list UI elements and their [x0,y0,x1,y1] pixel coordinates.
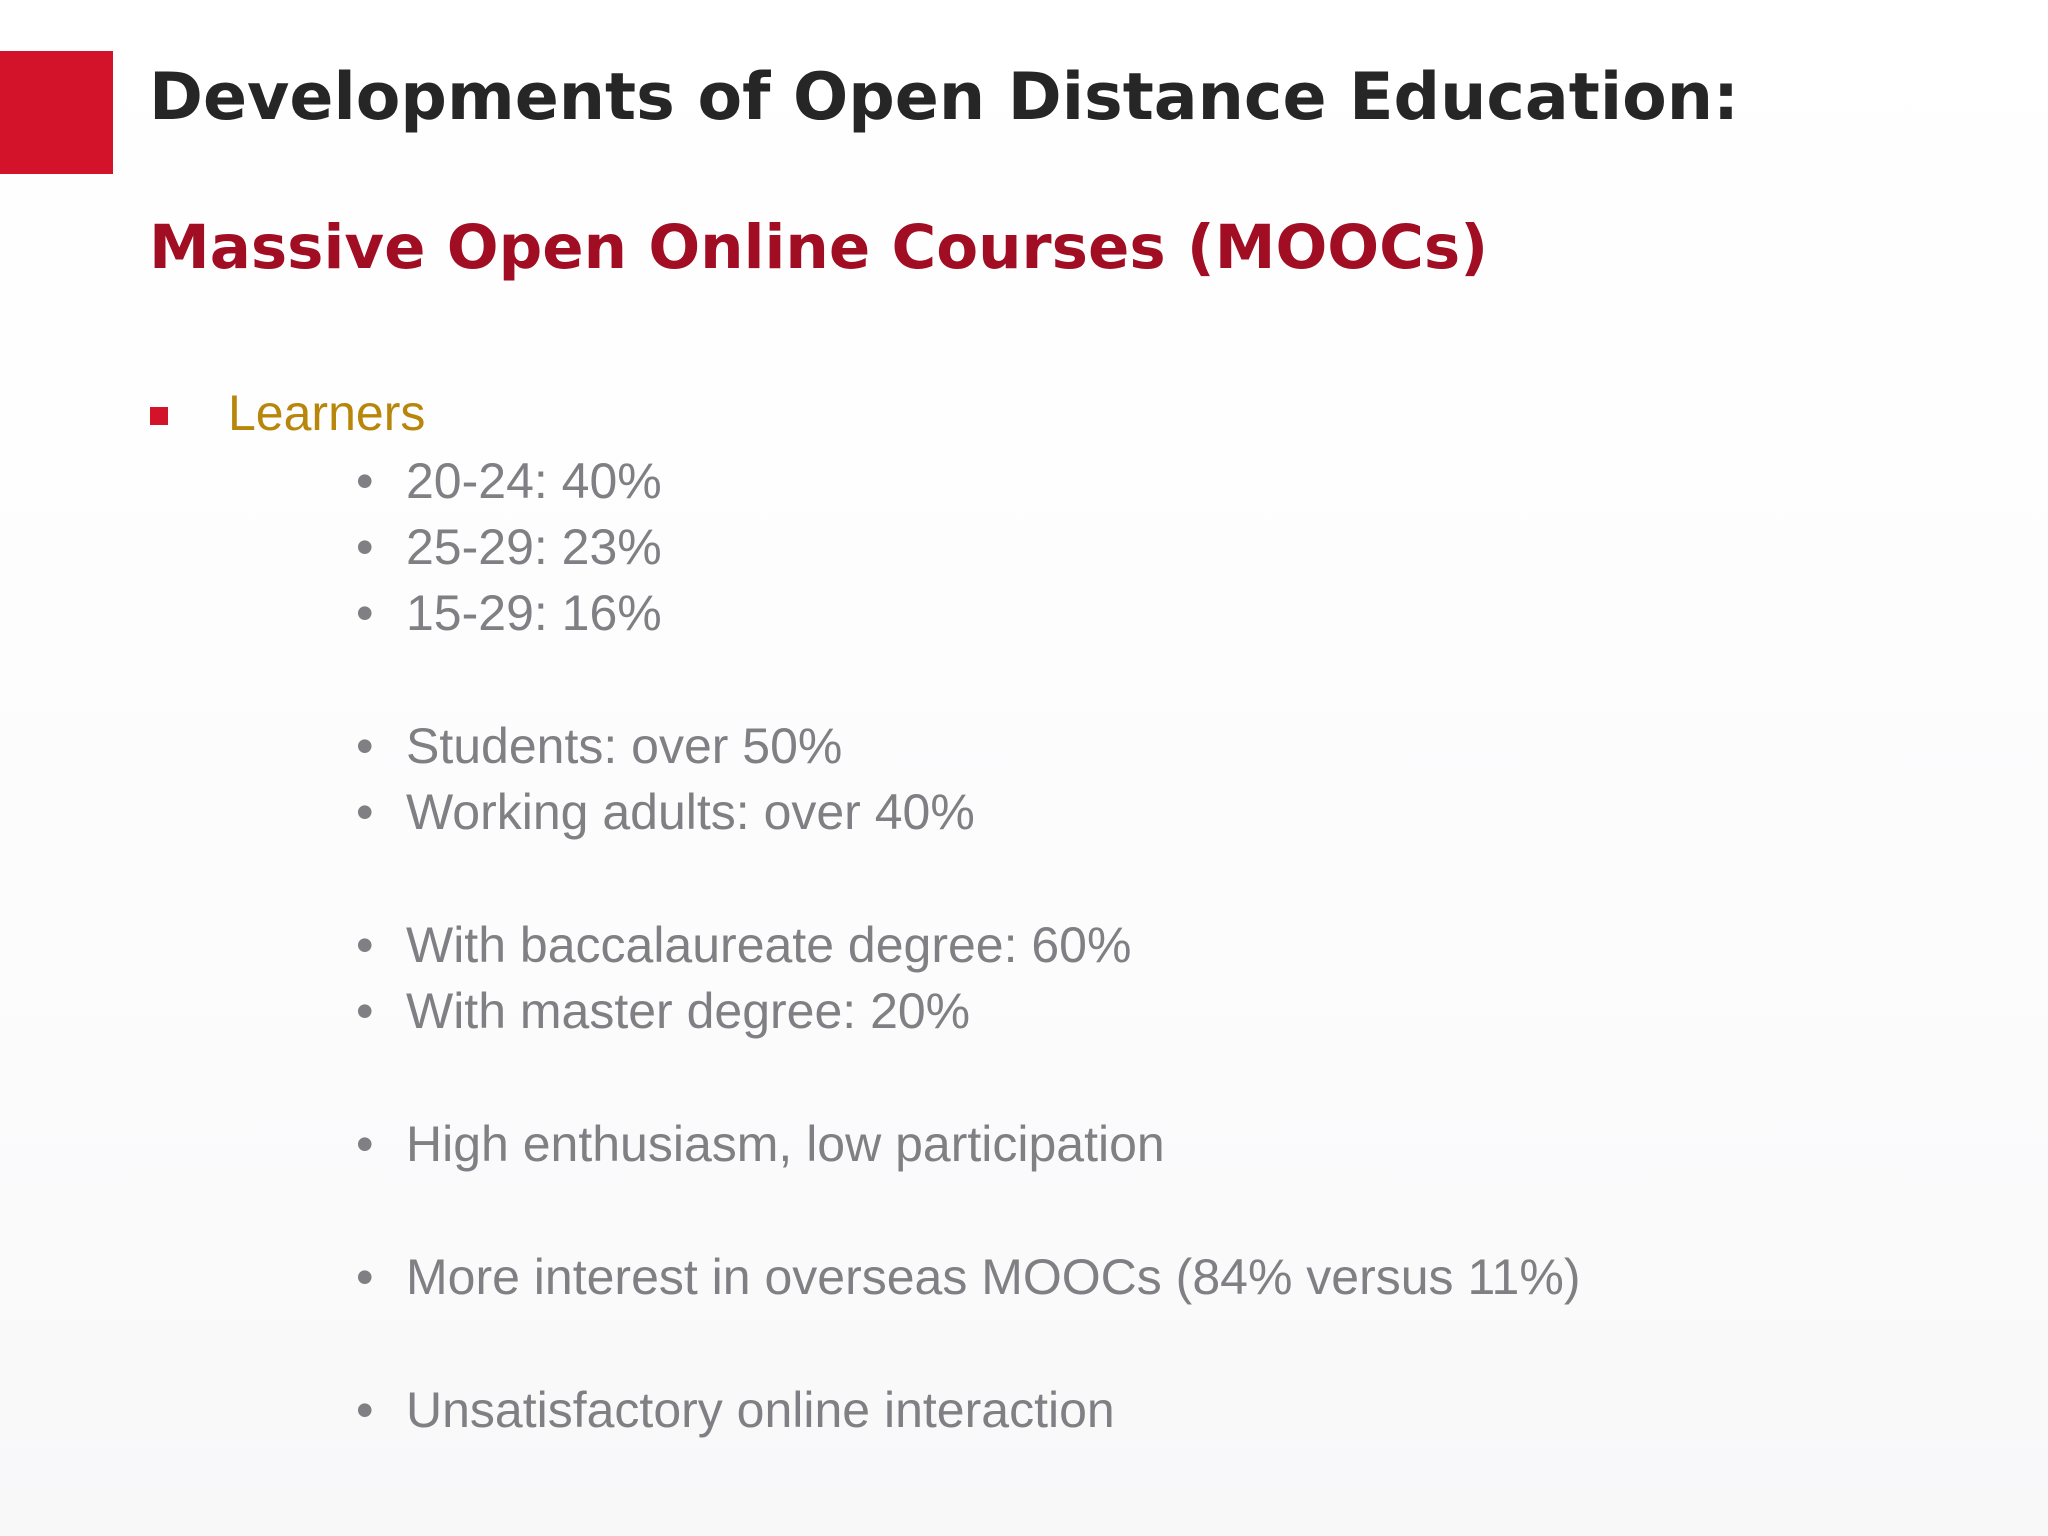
list-item [356,1111,1165,1177]
bullet-dot-icon: • [356,718,374,774]
square-bullet-icon [150,407,168,425]
list-item [356,912,1131,978]
list-item-text: Students: over 50% [406,718,843,774]
bullet-dot-icon: • [356,1382,374,1438]
list-item-text: 25-29: 23% [406,519,662,575]
list-item-text: With baccalaureate degree: 60% [406,917,1132,973]
bullet-dot-icon: • [356,983,374,1039]
list-item-text: Unsatisfactory online interaction [406,1382,1115,1438]
bullet-dot-icon: • [356,784,374,840]
title-accent-block [0,51,113,174]
bullet-dot-icon: • [356,1249,374,1305]
list-item [356,1244,1580,1310]
bullet-dot-icon: • [356,1116,374,1172]
bullet-learners-label: Learners [228,385,426,441]
bullet-learners [150,383,426,443]
list-item [356,448,662,514]
list-item [356,713,842,779]
list-item-text: 15-29: 16% [406,585,662,641]
bullet-dot-icon: • [356,917,374,973]
list-item-text: With master degree: 20% [406,983,971,1039]
list-item [356,580,662,646]
list-item [356,978,970,1044]
list-item [356,514,662,580]
bullet-dot-icon: • [356,585,374,641]
slide-subtitle: Massive Open Online Courses (MOOCs) [149,212,1489,283]
list-item-text: High enthusiasm, low participation [406,1116,1165,1172]
list-item [356,779,975,845]
slide-title: Developments of Open Distance Education: [149,60,1740,135]
list-item [356,1377,1115,1443]
bullet-dot-icon: • [356,519,374,575]
bullet-dot-icon: • [356,453,374,509]
list-item-text: More interest in overseas MOOCs (84% versus 11%) [406,1249,1581,1305]
list-item-text: 20-24: 40% [406,453,662,509]
list-item-text: Working adults: over 40% [406,784,975,840]
